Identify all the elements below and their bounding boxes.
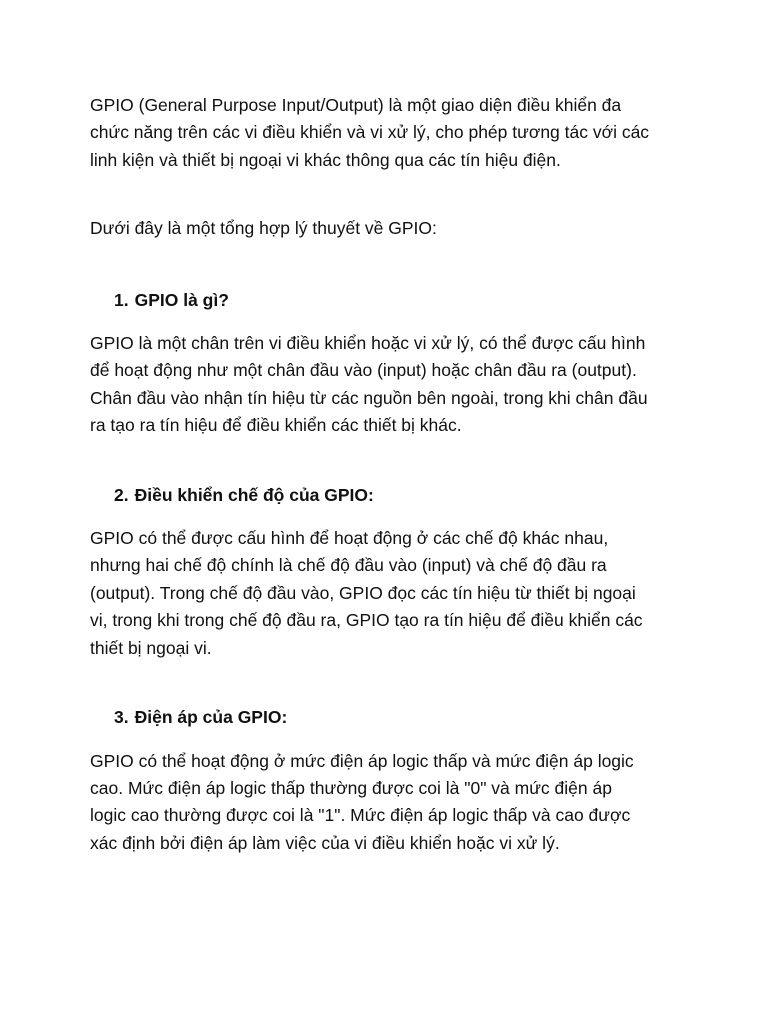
- section-2-body: GPIO có thể được cấu hình để hoạt động ở các chế độ khác nhau, nhưng hai chế độ chính là chế độ đầu vào (input) và chế độ đầu ra (output). Trong chế độ đầu vào, GPIO đọc các tín hiệu từ thiết bị ngoại vi, trong khi trong chế độ đầu ra, GPIO tạo ra tín hiệu để điều khiển các thiết bị ngoại vi.: [90, 528, 643, 658]
- document-page: [90, 92, 680, 899]
- section-2-number: 2.: [114, 484, 129, 505]
- section-3-number: 3.: [114, 707, 129, 728]
- section-3-body: GPIO có thể hoạt động ở mức điện áp logic thấp và mức điện áp logic cao. Mức điện áp logic thấp thường được coi là "0" và mức điện áp logic cao thường được coi là "1". Mức điện áp logic thấp và cao được xác định bởi điện áp làm việc của vi điều khiển hoặc vi xử lý.: [90, 750, 634, 853]
- intro-paragraph: GPIO (General Purpose Input/Output) là một giao diện điều khiển đa chức năng trên các vi điều khiển và vi xử lý, cho phép tương tác với các linh kiện và thiết bị ngoại vi khác thông qua các tín hiệu điện.: [90, 95, 650, 170]
- section-1-number: 1.: [114, 289, 129, 310]
- section-3-heading: [114, 704, 680, 731]
- section-2-title: Điều khiển chế độ của GPIO:: [134, 484, 374, 505]
- section-1-body: GPIO là một chân trên vi điều khiển hoặc vi xử lý, có thể được cấu hình để hoạt động như một chân đầu vào (input) hoặc chân đầu ra (output). Chân đầu vào nhận tín hiệu từ các nguồn bên ngoài, trong khi chân đầu ra tạo ra tín hiệu để điều khiển các thiết bị khác.: [90, 333, 648, 436]
- section-1-heading: [114, 287, 680, 314]
- section-3-title: Điện áp của GPIO:: [134, 707, 288, 728]
- section-2-heading: [114, 482, 680, 509]
- summary-paragraph: Dưới đây là một tổng hợp lý thuyết về GPIO:: [90, 218, 437, 239]
- section-1-title: GPIO là gì?: [134, 289, 229, 310]
